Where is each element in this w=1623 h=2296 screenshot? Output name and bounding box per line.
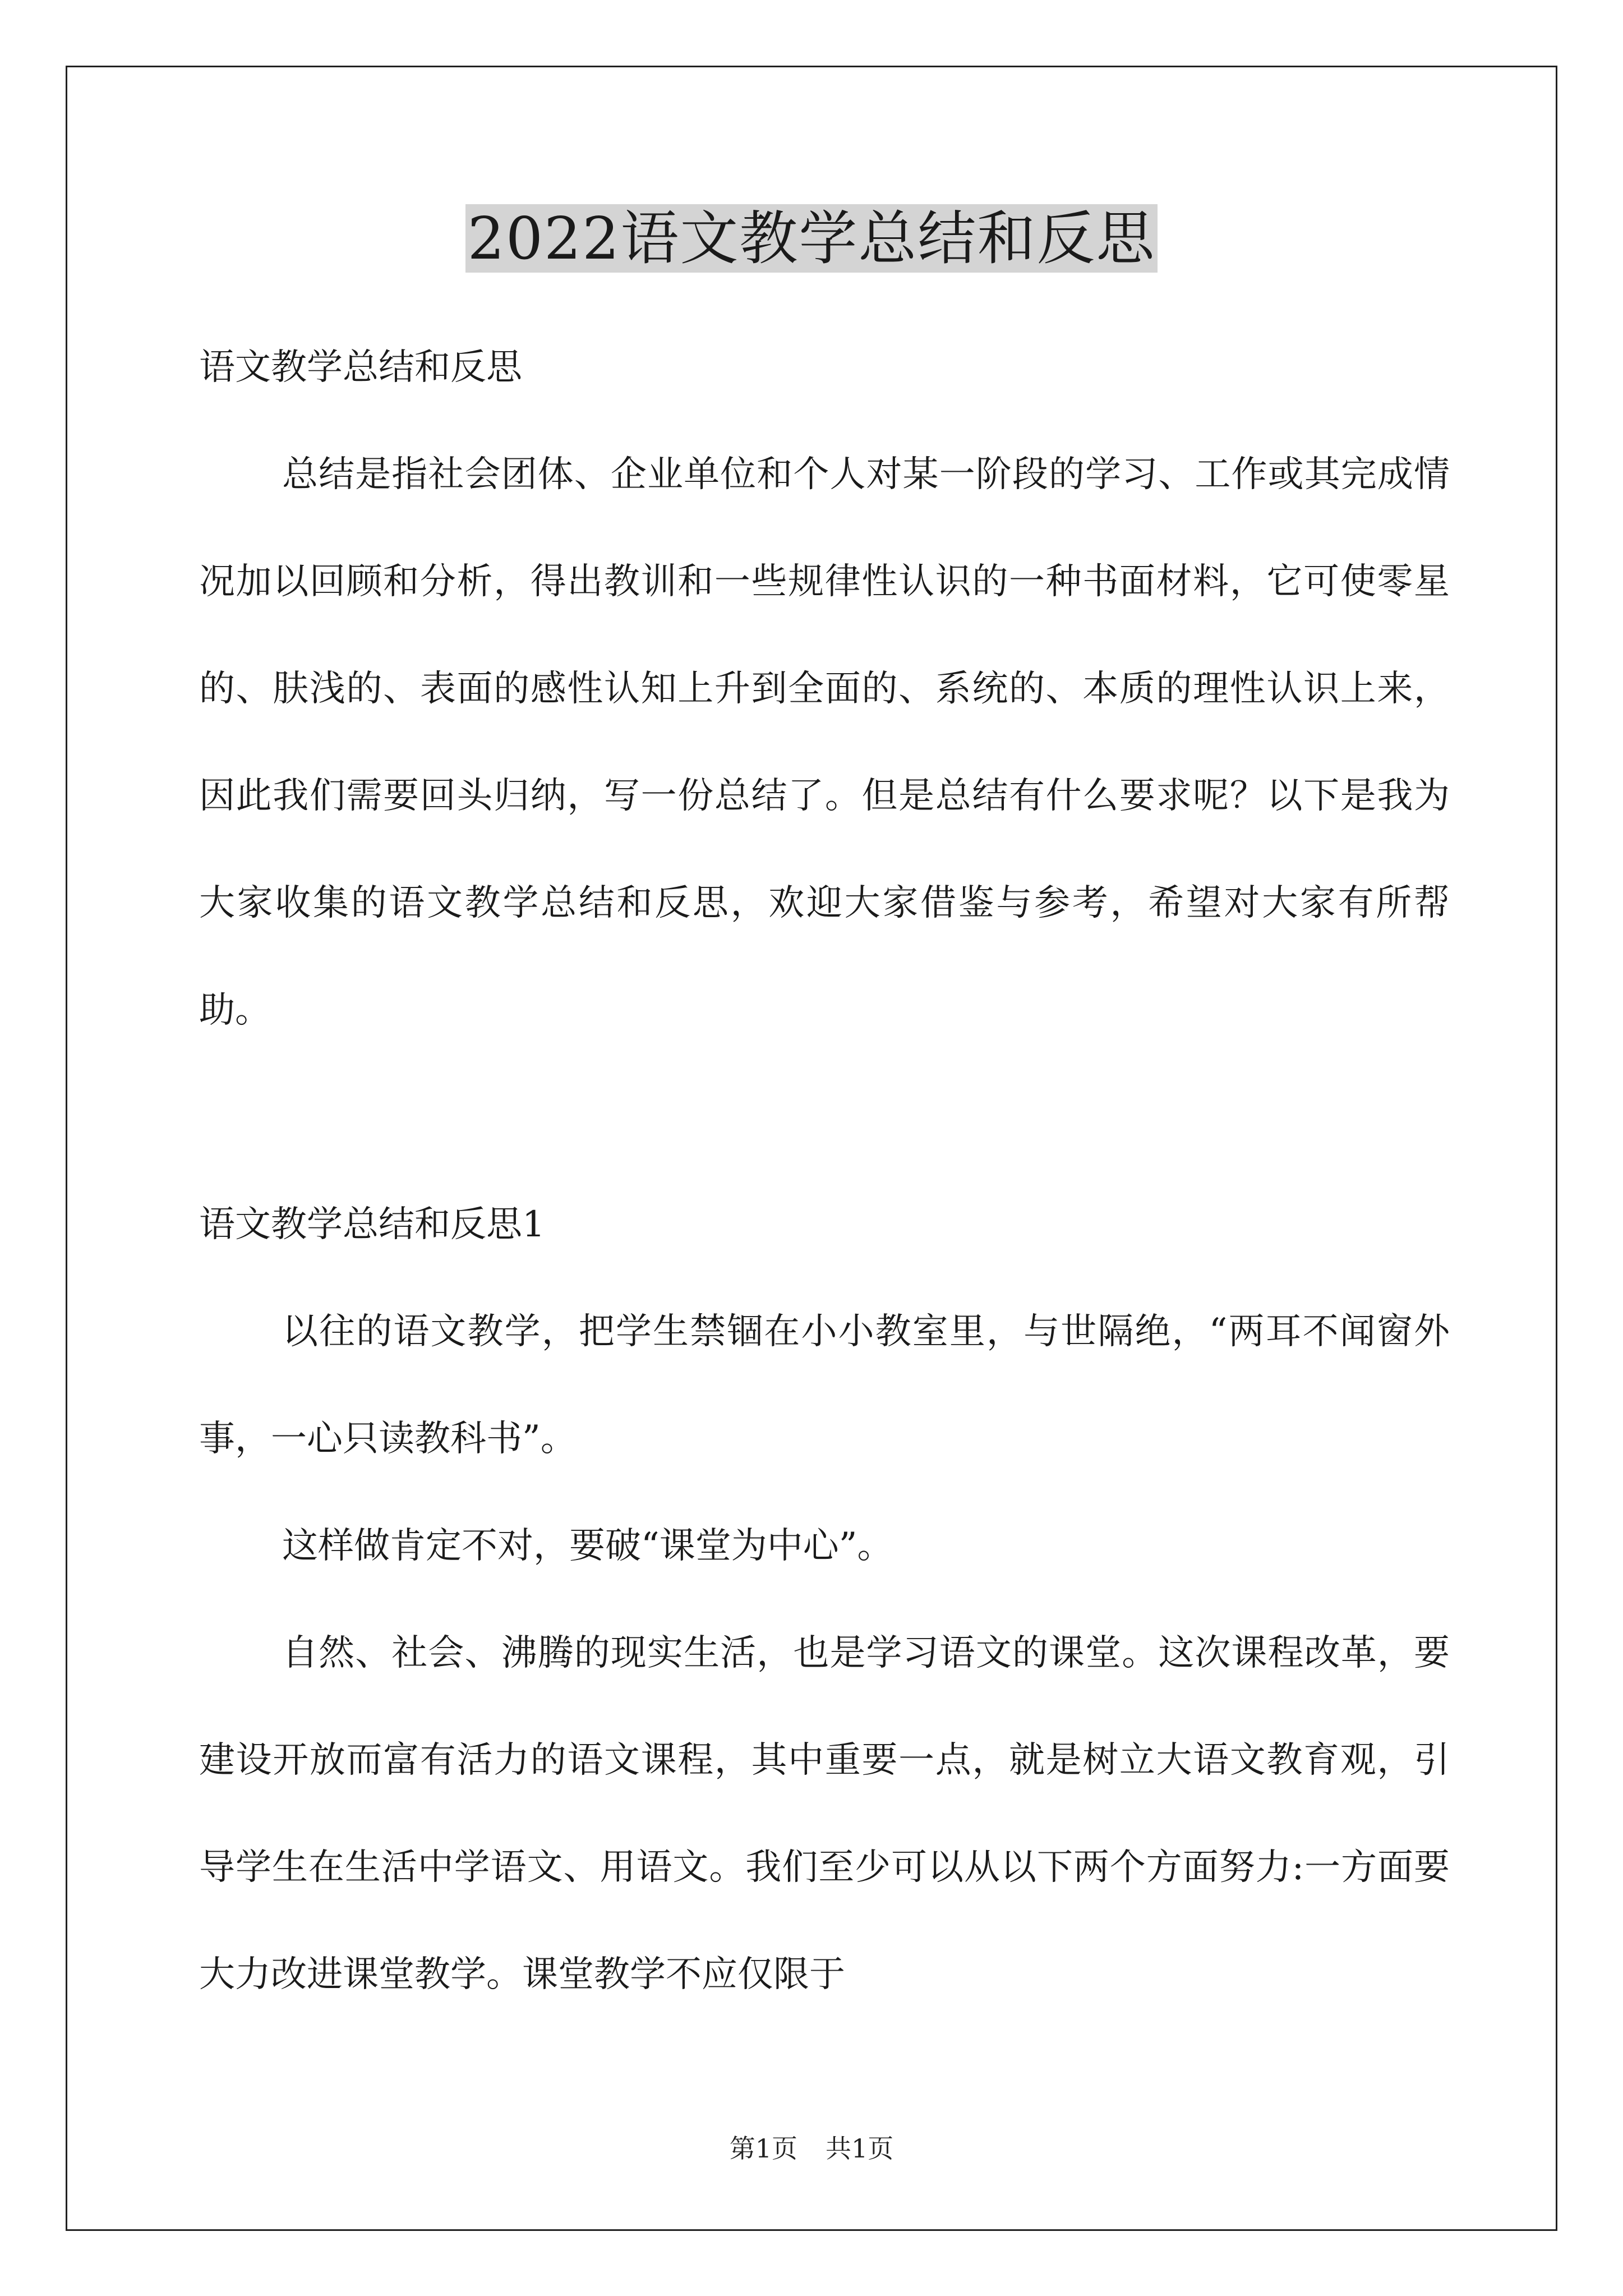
section-gap	[199, 1064, 1450, 1171]
body-paragraph: 以往的语文教学，把学生禁锢在小小教室里，与世隔绝，“两耳不闻窗外事，一心只读教科书”。	[199, 1311, 1450, 1460]
section-heading: 语文教学总结和反思1	[199, 1204, 545, 1245]
document-title-text: 2022语文教学总结和反思	[465, 204, 1158, 273]
page-total: 共1页	[826, 2133, 894, 2164]
document-title	[0, 199, 1623, 278]
document-body	[199, 314, 1450, 2028]
body-paragraph: 自然、社会、沸腾的现实生活，也是学习语文的课堂。这次课程改革，要建设开放而富有活力的语文课程，其中重要一点，就是树立大语文教育观，引导学生在生活中学语文、用语文。我们至少可以从以下两个方面努力:一方面要大力改进课堂教学。课堂教学不应仅限于	[199, 1632, 1450, 1995]
intro-paragraph: 总结是指社会团体、企业单位和个人对某一阶段的学习、工作或其完成情况加以回顾和分析，得出教训和一些规律性认识的一种书面材料，它可使零星的、肤浅的、表面的感性认知上升到全面的、系统的、本质的理性认识上来，因此我们需要回头归纳，写一份总结了。但是总结有什么要求呢？以下是我为大家收集的语文教学总结和反思，欢迎大家借鉴与参考，希望对大家有所帮助。	[199, 454, 1450, 1031]
body-paragraph: 这样做肯定不对，要破“课堂为中心”。	[282, 1525, 893, 1567]
document-subtitle: 语文教学总结和反思	[199, 347, 522, 388]
page-number: 第1页	[729, 2133, 797, 2164]
page-footer	[0, 2132, 1623, 2165]
